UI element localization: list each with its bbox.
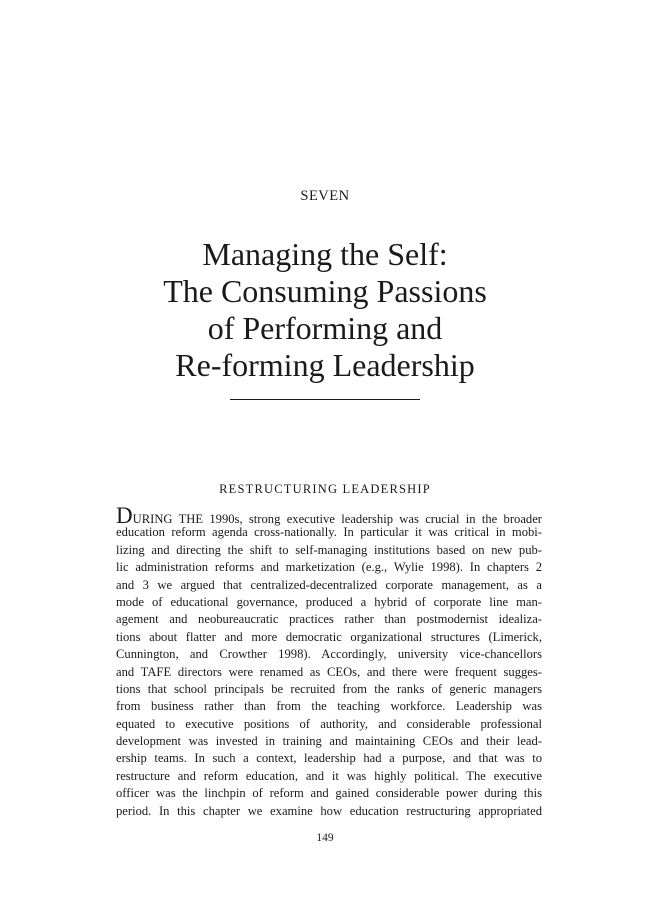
chapter-title — [0, 236, 650, 384]
body-line: tions about flatter and more democratic organizational structures (Limerick, — [116, 629, 542, 644]
opening-small-caps: URING THE — [132, 512, 204, 526]
body-line: lic administration reforms and marketization (e.g., Wylie 1998). In chapters 2 — [116, 560, 542, 575]
body-line: tions that school principals be recruited from the ranks of generic managers — [116, 681, 542, 696]
body-line: education reform agenda cross-nationally. In particular it was critical in mobi- — [116, 525, 542, 540]
body-paragraph — [116, 503, 542, 820]
body-line: mode of educational governance, produced a hybrid of corporate line man- — [116, 594, 542, 609]
body-line: Cunnington, and Crowther 1998). Accordingly, university vice-chancellors — [116, 647, 542, 662]
page-number: 149 — [316, 832, 334, 844]
body-line: lizing and directing the shift to self-managing institutions based on new pub- — [116, 542, 542, 557]
chapter-title-line: Managing the Self: — [202, 236, 448, 272]
body-line: period. In this chapter we examine how education restructuring appropriated — [116, 803, 542, 818]
first-line-text: 1990s, strong executive leadership was crucial in the broader — [203, 512, 542, 526]
body-line: from business rather than from the teaching workforce. Leadership was — [116, 699, 542, 714]
body-line: equated to executive positions of authority, and considerable professional — [116, 716, 542, 731]
body-line: and 3 we argued that centralized-decentralized corporate management, as a — [116, 577, 542, 592]
chapter-title-line: Re-forming Leadership — [175, 347, 475, 383]
chapter-title-line: The Consuming Passions — [163, 273, 487, 309]
body-line: ership teams. In such a context, leadership had a purpose, and that was to — [116, 751, 542, 766]
body-line: officer was the linchpin of reform and gained considerable power during this — [116, 786, 542, 801]
body-line: agement and neobureaucratic practices rather than postmodernist idealiza- — [116, 612, 542, 627]
chapter-number: SEVEN — [300, 188, 350, 204]
dropcap: D — [116, 503, 133, 528]
body-line-first — [116, 503, 542, 528]
body-line: and TAFE directors were renamed as CEOs, and there were frequent sugges- — [116, 664, 542, 679]
section-heading: RESTRUCTURING LEADERSHIP — [219, 482, 431, 496]
title-divider — [230, 399, 420, 400]
body-line: development was invested in training and maintaining CEOs and their lead- — [116, 734, 542, 749]
body-line: restructure and reform education, and it was highly political. The executive — [116, 768, 542, 783]
chapter-title-line: of Performing and — [207, 310, 443, 346]
